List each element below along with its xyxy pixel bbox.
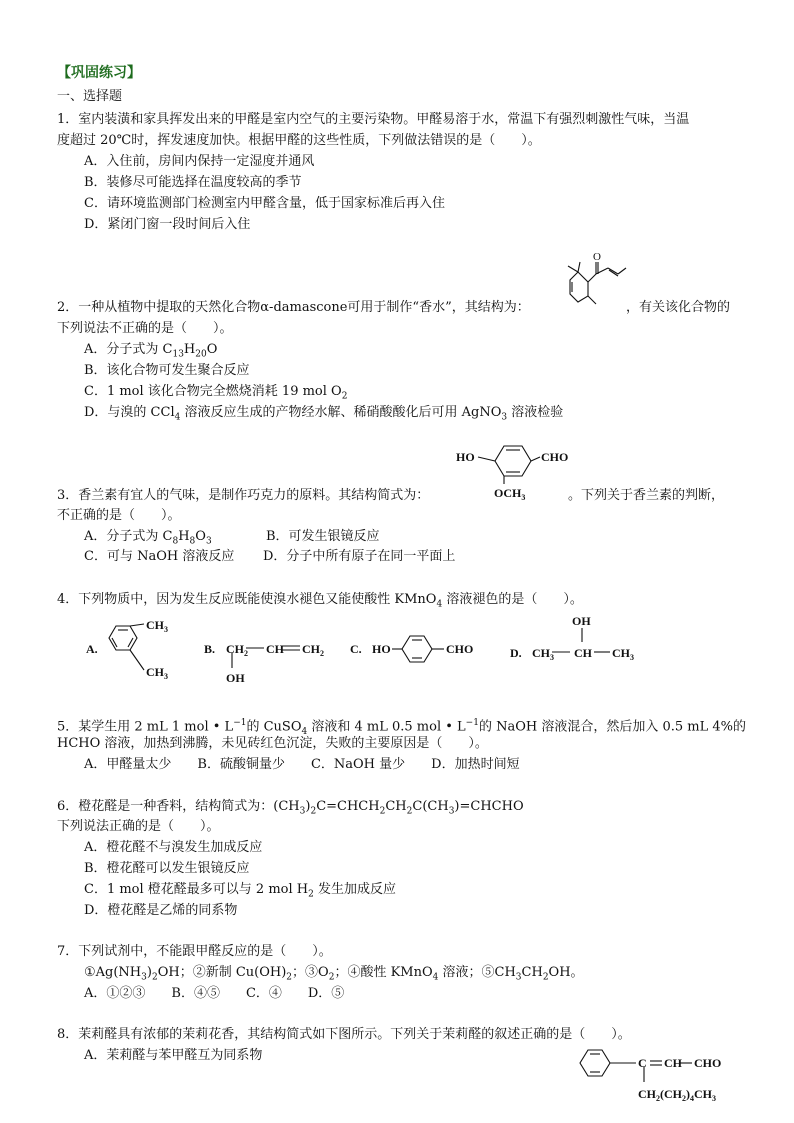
svg-text:CH3: $CH_3$ <box>146 665 168 681</box>
q3-option-a: A．分子式为 $C_8H_8O_3$ <box>84 529 212 547</box>
q3-option-c: C．可与 NaOH 溶液反应 <box>84 549 235 564</box>
svg-text:B.: B. <box>204 642 216 656</box>
q2-option-b: B．该化合物可发生聚合反应 <box>84 363 250 378</box>
section-header: 【巩固练习】 <box>57 65 141 81</box>
q6-option-c: C．1 mol 橙花醛最多可以与 2 mol $H_2$ 发生加成反应 <box>84 882 396 900</box>
q1-option-c: C．请环境监测部门检测室内甲醛含量，低于国家标准后再入住 <box>84 196 445 211</box>
q2-stem-line1-end: ，有关该化合物的 <box>626 300 731 315</box>
svg-text:CH: CH <box>574 646 592 660</box>
svg-text:C.: C. <box>350 642 362 656</box>
section-title: 一、选择题 <box>57 89 123 104</box>
q3-option-b: B．可发生银镜反应 <box>266 529 380 544</box>
q3-option-d: D．分子中所有原子在同一平面上 <box>263 549 456 564</box>
svg-text:CH2: $CH_2$ <box>226 642 248 658</box>
q4-option-d-structure <box>510 612 640 662</box>
q5-stem-line1: 5．某学生用 2 mL 1 mol • $L^{-1}$的 CuSO$_4$ 溶液和 4 mL 0.5 mol • $L^{-1}$的 NaOH 溶液混合，然后加入 0.5 mL 4%的 <box>57 718 746 737</box>
q6-stem-line2: 下列说法正确的是（ ）。 <box>57 819 220 834</box>
q8-stem: 8．茉莉醛具有浓郁的茉莉花香，其结构简式如下图所示。下列关于茉莉醛的叙述正确的是（ ）。 <box>57 1027 631 1042</box>
q7-stem: 7．下列试剂中，不能跟甲醛反应的是（ ）。 <box>57 944 332 959</box>
q8-option-a: A．茉莉醛与苯甲醛互为同系物 <box>84 1048 263 1063</box>
q1-option-b: B．装修尽可能选择在温度较高的季节 <box>84 175 302 190</box>
q4-option-c-structure <box>350 630 500 670</box>
q2-option-c: C．1 mol 该化合物完全燃烧消耗 19 mol $O_2$ <box>84 384 348 402</box>
svg-text:CHO: CHO <box>446 642 474 656</box>
svg-text:OCH3: $OCH_3$ <box>494 486 526 502</box>
q3-stem-line1: 3．香兰素有宜人的气味，是制作巧克力的原料。其结构简式为： <box>57 488 430 503</box>
q3-stem-line1-end: 。下列关于香兰素的判断， <box>568 488 725 503</box>
q6-option-a: A．橙花醛不与溴发生加成反应 <box>84 840 263 855</box>
svg-text:CH: CH <box>266 642 284 656</box>
svg-text:CH2(CH2)4CH3: $CH_2(CH_2)_4CH_3$ <box>638 1087 716 1103</box>
svg-text:CH: CH <box>664 1056 682 1070</box>
q4-stem: 4．下列物质中，因为发生反应既能使溴水褪色又能使酸性 KMnO$_4$ 溶液褪色的是（ ）。 <box>57 592 583 610</box>
q7-reagents: $①Ag(NH_3)_2OH$；②新制 $Cu(OH)_2$；$③O_2$；④酸性 KMnO$_4$ 溶液；$⑤CH_3CH_2OH$。 <box>84 965 584 983</box>
q2-stem-line1: 2．一种从植物中提取的天然化合物α-damascone可用于制作“香水”，其结构为： <box>57 300 530 315</box>
q1-option-d: D．紧闭门窗一段时间后入住 <box>84 217 251 232</box>
q4-option-b-structure <box>204 638 334 688</box>
q1-option-a: A．入住前，房间内保持一定湿度并通风 <box>84 154 315 169</box>
q5-options: A．甲醛量太少 B．硫酸铜量少 C．NaOH 量少 D．加热时间短 <box>84 757 520 772</box>
svg-text:CH3: $CH_3$ <box>146 618 168 634</box>
damascone-structure <box>556 250 626 312</box>
svg-text:OH: OH <box>572 614 591 628</box>
svg-text:CH3: $CH_3$ <box>532 646 554 662</box>
svg-text:CH2: $CH_2$ <box>302 642 324 658</box>
q1-stem-line1: 1．室内装潢和家具挥发出来的甲醛是室内空气的主要污染物。甲醛易溶于水，常温下有强烈刺激性气味，当温 <box>57 112 690 127</box>
svg-text:C: C <box>638 1056 647 1070</box>
svg-text:A.: A. <box>86 642 98 656</box>
svg-text:CHO: CHO <box>694 1056 722 1070</box>
svg-text:CHO: CHO <box>541 450 569 464</box>
q6-option-d: D．橙花醛是乙烯的同系物 <box>84 903 238 918</box>
svg-text:O: O <box>593 251 601 263</box>
svg-text:HO: HO <box>372 642 391 656</box>
svg-text:CH3: $CH_3$ <box>612 646 634 662</box>
jasminaldehyde-structure <box>576 1044 746 1104</box>
q2-option-d: D．与溴的 CCl$_4$ 溶液反应生成的产物经水解、稀硝酸酸化后可用 AgNO$_3$ 溶液检验 <box>84 405 564 423</box>
q4-option-a-structure <box>86 614 186 684</box>
q6-option-b: B．橙花醛可以发生银镜反应 <box>84 861 250 876</box>
svg-text:OH: OH <box>226 671 245 685</box>
vanillin-structure <box>456 440 576 502</box>
q2-stem-line2: 下列说法不正确的是（ ）。 <box>57 321 233 336</box>
q1-stem-line2: 度超过 20℃时，挥发速度加快。根据甲醛的这些性质，下列做法错误的是（ ）。 <box>57 133 541 148</box>
q3-stem-line2: 不正确的是（ ）。 <box>57 508 181 523</box>
q5-stem-line2: HCHO 溶液，加热到沸腾，未见砖红色沉淀，失败的主要原因是（ ）。 <box>57 736 488 751</box>
q7-options: A．①②③ B．④⑤ C．④ D．⑤ <box>84 986 345 1001</box>
svg-text:HO: HO <box>456 450 475 464</box>
q2-option-a: A．分子式为 $C_{13}H_{20}O$ <box>84 342 218 360</box>
q6-stem-line1: 6．橙花醛是一种香料，结构简式为：$(CH_3)_2C=CHCH_2CH_2C(CH_3)=CHCHO$ <box>57 799 524 817</box>
svg-text:D.: D. <box>510 646 522 660</box>
